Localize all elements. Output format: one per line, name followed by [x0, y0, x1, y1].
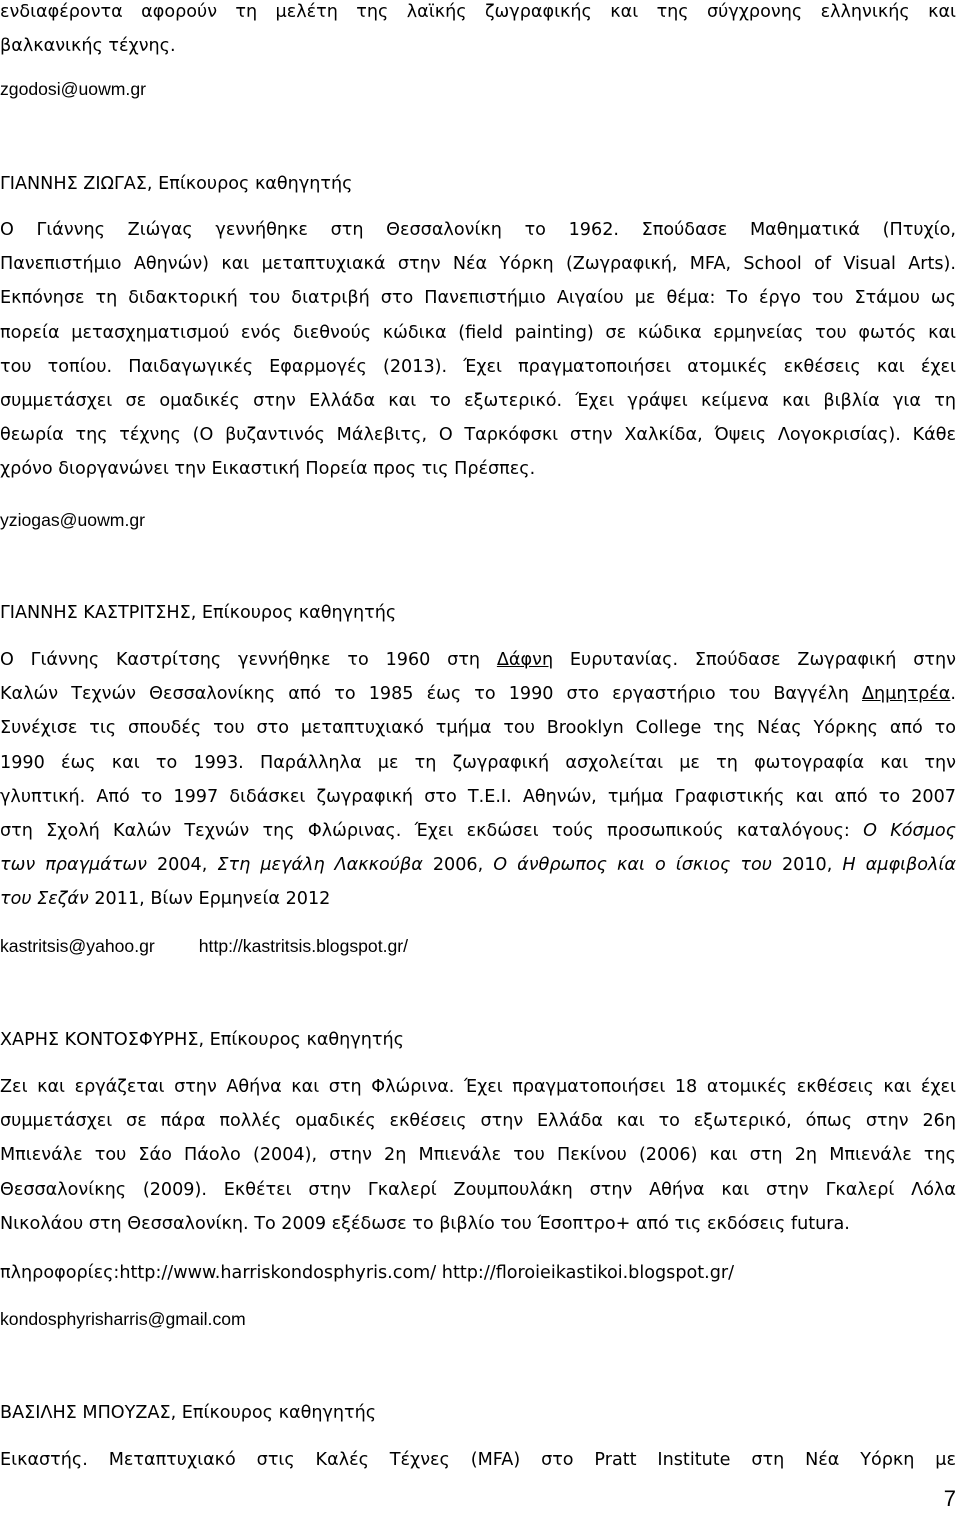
- text-line: γλυπτική. Από το 1997 διδάσκει ζωγραφική στο Τ.Ε.Ι. Αθηνών, τμήμα Γραφιστικής και από το 2007: [0, 786, 956, 807]
- info-links-kontosfyris[interactable]: πληροφορίες:http://www.harriskondosphyris.com/ http://floroieikastikoi.blogspot.gr/: [0, 1263, 735, 1283]
- text-line: βαλκανικής τέχνης.: [0, 36, 176, 57]
- text-line: Νικολάου στη Θεσσαλονίκη. Το 2009 εξέδωσε το βιβλίο του Έσοπτρο+ από τις εκδόσεις futura.: [0, 1213, 850, 1234]
- text-line: του Σεζάν 2011, Βίων Ερμηνεία 2012: [0, 889, 331, 910]
- contact-kastritsis: [0, 929, 956, 963]
- text-line: 1990 έως και το 1993. Παράλληλα με τη ζωγραφική ασχολείται με τη φωτογραφία και την: [0, 752, 956, 773]
- text-line: Ο Γιάννης Ζιώγας γεννήθηκε στη Θεσσαλονίκη το 1962. Σπούδασε Μαθηματικά (Πτυχίο,: [0, 220, 956, 240]
- email-kastritsis[interactable]: kastritsis@yahoo.gr: [0, 936, 155, 956]
- text-line: Συνέχισε τις σπουδές του στο μεταπτυχιακό τμήμα του Brooklyn College της Νέας Υόρκης από το: [0, 718, 956, 739]
- text-line: Ο Γιάννης Καστρίτσης γεννήθηκε το 1960 στη Δάφνη Ευρυτανίας. Σπούδασε Ζωγραφική στην: [0, 650, 956, 670]
- text-line: Μπιενάλε του Σάο Πάολο (2004), στην 2η Μπιενάλε του Πεκίνου (2006) και στη 2η Μπιενάλε της: [0, 1145, 956, 1166]
- paragraph-kastritsis: [0, 643, 956, 917]
- text-line: Πανεπιστήμιο Αθηνών) και μεταπτυχιακά στην Νέα Υόρκη (Ζωγραφική, MFA, School of Visual Arts).: [0, 254, 956, 275]
- heading-ziogas: ΓΙΑΝΝΗΣ ΖΙΩΓΑΣ, Επίκουρος καθηγητής: [0, 174, 353, 194]
- heading-kastritsis: ΓΙΑΝΝΗΣ ΚΑΣΤΡΙΤΣΗΣ, Επίκουρος καθηγητής: [0, 603, 397, 623]
- text-line: των πραγμάτων 2004, Στη μεγάλη Λακκούβα 2006, Ο άνθρωπος και ο ίσκιος του 2010, Η αμφιβολία: [0, 855, 956, 876]
- text-line: Καλών Τεχνών Θεσσαλονίκης από το 1985 έως το 1990 στο εργαστήριο του Βαγγέλη Δημητρέα.: [0, 684, 956, 705]
- page-number: 7: [943, 1486, 956, 1511]
- paragraph-kontosfyris: [0, 1070, 956, 1241]
- text-line: συμμετάσχει σε πάρα πολλές ομαδικές εκθέσεις στην Ελλάδα και το εξωτερικό, όπως στην 26η: [0, 1111, 956, 1132]
- email-kontosfyris[interactable]: kondosphyrisharris@gmail.com: [0, 1309, 246, 1329]
- url-kastritsis[interactable]: http://kastritsis.blogspot.gr/: [198, 936, 409, 956]
- email-yziogas[interactable]: yziogas@uowm.gr: [0, 510, 145, 530]
- paragraph-ziogas: [0, 213, 956, 487]
- heading-kontosfyris: ΧΑΡΗΣ ΚΟΝΤΟΣΦΥΡΗΣ, Επίκουρος καθηγητής: [0, 1030, 404, 1050]
- paragraph-bouzas: [0, 1443, 956, 1477]
- text-line: του τοπίου. Παιδαγωγικές Εφαρμογές (2013). Έχει πραγματοποιήσει ατομικές εκθέσεις και έχει: [0, 356, 956, 377]
- text-line: Θεσσαλονίκης (2009). Εκθέτει στην Γκαλερί Ζουμπουλάκη στην Αθήνα και στην Γκαλερί Λόλα: [0, 1179, 956, 1200]
- text-line: Εικαστής. Μεταπτυχιακό στις Καλές Τέχνες (MFA) στο Pratt Institute στη Νέα Υόρκη με: [0, 1450, 956, 1470]
- text-line: Ζει και εργάζεται στην Αθήνα και στη Φλώρινα. Έχει πραγματοποιήσει 18 ατομικές εκθέσεις και έχει: [0, 1077, 956, 1097]
- heading-bouzas: ΒΑΣΙΛΗΣ ΜΠΟΥΖΑΣ, Επίκουρος καθηγητής: [0, 1403, 377, 1423]
- text-line: συμμετάσχει σε ομαδικές στην Ελλάδα και το εξωτερικό. Έχει γράψει κείμενα και βιβλία για τη: [0, 390, 956, 411]
- email-zgodosi[interactable]: zgodosi@uowm.gr: [0, 79, 146, 99]
- text-line: πορεία μετασχηματισμού ενός διεθνούς κώδικα (field painting) σε κώδικα ερμηνείας του φωτός και: [0, 322, 956, 343]
- text-line: χρόνο διοργανώνει την Εικαστική Πορεία προς τις Πρέσπες.: [0, 459, 536, 480]
- text-line: ενδιαφέροντα αφορούν τη μελέτη της λαϊκής ζωγραφικής και της σύγχρονης ελληνικής και: [0, 2, 956, 22]
- text-line: θεωρία της τέχνης (Ο βυζαντινός Μάλεβιτς, Ο Ταρκόφσκι στην Χαλκίδα, Όψεις Λογοκρισίας). Κάθε: [0, 425, 956, 446]
- text-line: στη Σχολή Καλών Τεχνών της Φλώρινας. Έχει εκδώσει τούς προσωπικούς καταλόγους: Ο Κόσμος: [0, 820, 956, 841]
- paragraph-intro: [0, 0, 956, 63]
- text-line: Εκπόνησε τη διδακτορική του διατριβή στο Πανεπιστήμιο Αιγαίου με θέμα: Το έργο του Στάμου ως: [0, 288, 956, 309]
